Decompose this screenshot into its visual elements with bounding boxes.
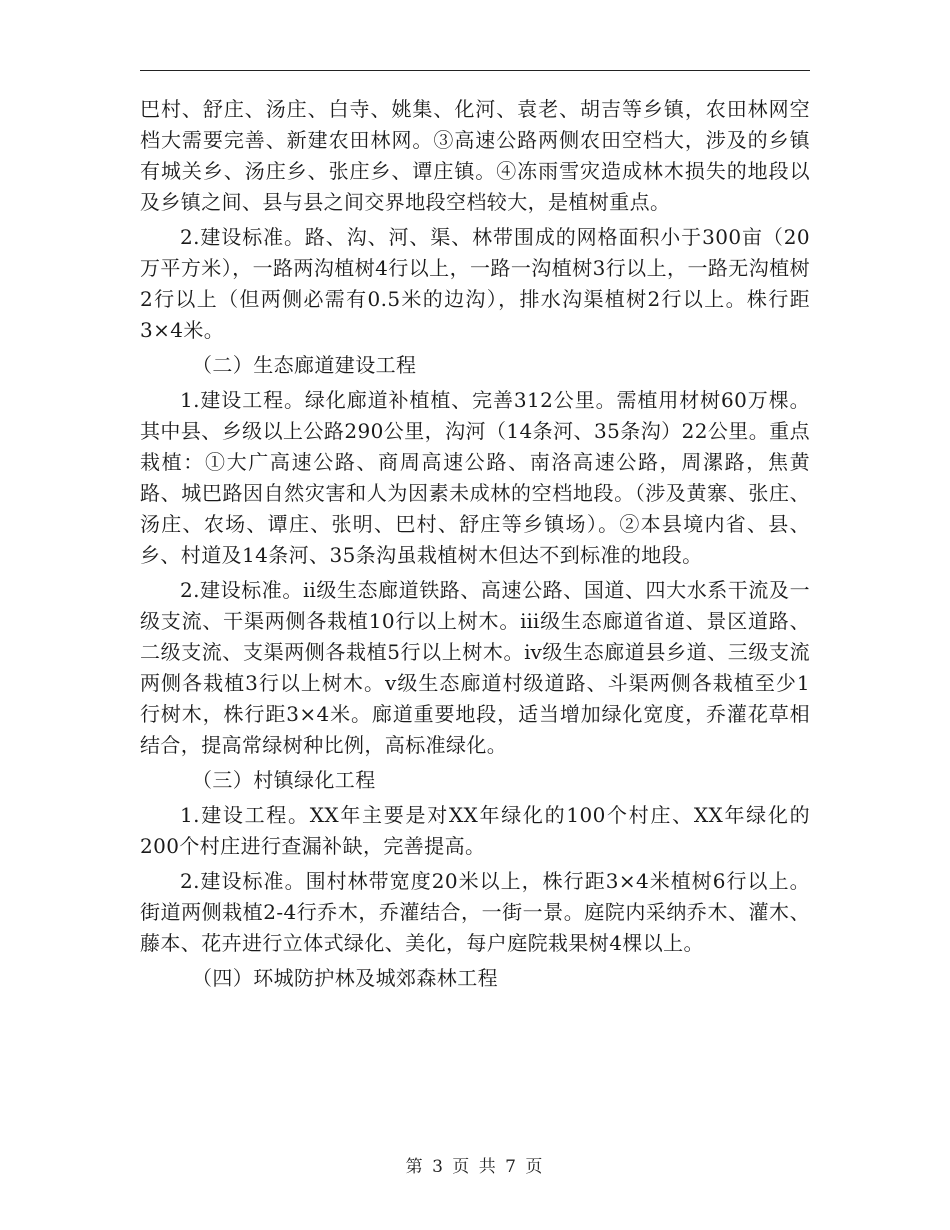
section-heading-3: （三）村镇绿化工程 [192,768,376,792]
section-heading-2: （二）生态廊道建设工程 [192,353,417,377]
paragraph-6: 2.建设标准。围村林带宽度20米以上，株行距3×4米植树6行以上。街道两侧栽植2-4行乔木，乔灌结合，一街一景。庭院内采纳乔木、灌木、藤本、花卉进行立体式绿化、美化，每户庭院栽果树4棵以上。 [140,869,810,955]
paragraph-4: 2.建设标准。ⅱ级生态廊道铁路、高速公路、国道、四大水系干流及一级支流、干渠两侧各栽植10行以上树木。ⅲ级生态廊道省道、景区道路、二级支流、支渠两侧各栽植5行以上树木。ⅳ级生态廊道县乡道、三级支流两侧各栽植3行以上树木。ⅴ级生态廊道村级道路、斗渠两侧各栽植至少1行树木，株行距3×4米。廊道重要地段，适当增加绿化宽度，乔灌花草相结合，提高常绿树种比例，高标准绿化。 [140,578,810,757]
paragraph-5: 1.建设工程。XX年主要是对XX年绿化的100个村庄、XX年绿化的200个村庄进行查漏补缺，完善提高。 [140,803,810,858]
page-number: 第 3 页 共 7 页 [405,1157,545,1177]
section-heading-4: （四）环城防护林及城郊森林工程 [192,966,498,990]
paragraph-1: 巴村、舒庄、汤庄、白寺、姚集、化河、袁老、胡吉等乡镇，农田林网空档大需要完善、新建农田林网。③高速公路两侧农田空档大，涉及的乡镇有城关乡、汤庄乡、张庄乡、谭庄镇。④冻雨雪灾造成林木损失的地段以及乡镇之间、县与县之间交界地段空档较大，是植树重点。 [140,97,810,214]
paragraph-2: 2.建设标准。路、沟、河、渠、林带围成的网格面积小于300亩（20万平方米），一路两沟植树4行以上，一路一沟植树3行以上，一路无沟植树2行以上（但两侧必需有0.5米的边沟），排水沟渠植树2行以上。株行距3×4米。 [140,225,810,342]
header-rule [140,70,810,71]
document-body [140,94,810,998]
paragraph-3: 1.建设工程。绿化廊道补植植、完善312公里。需植用材树60万棵。其中县、乡级以上公路290公里，沟河（14条河、35条沟）22公里。重点栽植：①大广高速公路、商周高速公路、南洛高速公路，周漯路，焦黄路、城巴路因自然灾害和人为因素未成林的空档地段。（涉及黄寨、张庄、汤庄、农场、谭庄、张明、巴村、舒庄等乡镇场）。②本县境内省、县、乡、村道及14条河、35条沟虽栽植树木但达不到标准的地段。 [140,388,810,567]
